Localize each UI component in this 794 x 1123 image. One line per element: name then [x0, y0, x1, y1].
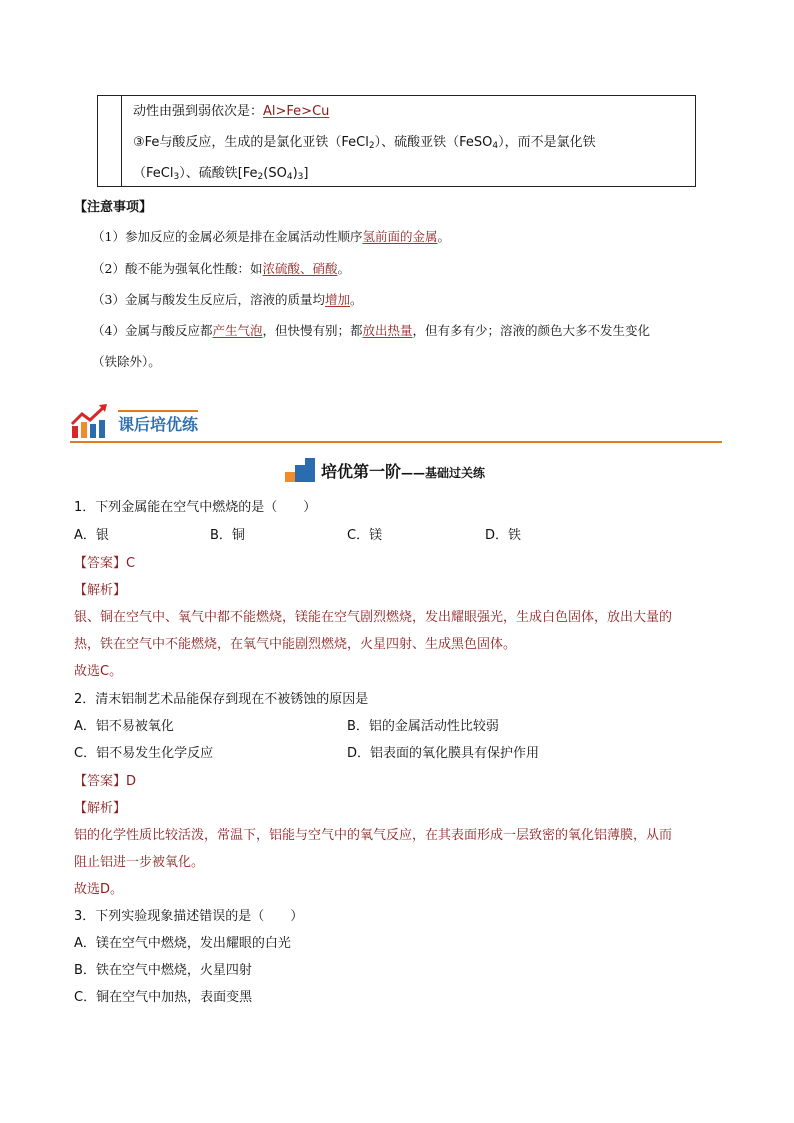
note-text: ，但有多有少；溶液的颜色大多不发生变化	[412, 323, 651, 338]
subscript: 2	[257, 172, 264, 182]
notes-heading: 【注意事项】	[74, 200, 153, 215]
note-4	[92, 322, 650, 340]
q2-analysis-line-1: 铝的化学性质比较活泼，常温下，铝能与空气中的氧气反应，在其表面形成一层致密的氧化铝薄膜，从而	[74, 828, 673, 843]
q2-option-d: D．铝表面的氧化膜具有保护作用	[347, 746, 540, 761]
note-4-continued: （铁除外）。	[92, 354, 161, 369]
table-line-2	[133, 134, 596, 152]
note-text: 。	[437, 229, 450, 244]
note-1	[92, 228, 450, 246]
chart-growth-icon	[70, 404, 108, 440]
table-text: ）、硫酸铁[Fe	[179, 166, 258, 181]
q2-option-a: A．铝不易被氧化	[74, 719, 174, 734]
q2-analysis-label: 【解析】	[74, 801, 127, 816]
stairs-icon	[285, 458, 317, 482]
question-2-stem: 2．清末铝制艺术品能保存到现在不被锈蚀的原因是	[74, 692, 369, 707]
question-3-stem: 3．下列实验现象描述错误的是（ ）	[74, 909, 304, 924]
title-overline	[118, 410, 198, 412]
subscript: 4	[492, 141, 499, 151]
note-answer: 放出热量	[362, 323, 413, 338]
q1-analysis-label: 【解析】	[74, 583, 127, 598]
section-title: 课后培优练	[118, 415, 199, 434]
q1-option-b: B．铜	[210, 528, 245, 543]
q1-answer: 【答案】C	[74, 556, 136, 571]
q1-option-c: C．镁	[347, 528, 383, 543]
q3-option-c: C．铜在空气中加热，表面变黑	[74, 990, 253, 1005]
subscript: 3	[297, 172, 304, 182]
q1-conclusion: 故选C。	[74, 664, 123, 679]
stage-main: 培优第一阶	[321, 462, 402, 481]
activity-order-answer: Al>Fe>Cu	[263, 104, 330, 119]
stage-heading	[321, 461, 485, 484]
table-text: )	[292, 166, 298, 181]
section-divider	[70, 441, 722, 443]
q2-option-c: C．铝不易发生化学反应	[74, 746, 214, 761]
table-text: 动性由强到弱依次是：	[133, 104, 264, 119]
question-1-stem: 1．下列金属能在空气中燃烧的是（ ）	[74, 500, 317, 515]
q3-option-b: B．铁在空气中燃烧，火星四射	[74, 963, 252, 978]
q2-option-b: B．铝的金属活动性比较弱	[347, 719, 499, 734]
q1-analysis-line-2: 热，铁在空气中不能燃烧，在氧气中能剧烈燃烧，火星四射、生成黑色固体。	[74, 637, 517, 652]
table-line-1	[133, 103, 329, 121]
note-answer: 浓硫酸、硝酸	[262, 261, 338, 276]
q2-conclusion: 故选D。	[74, 882, 124, 897]
stage-sub: ——基础过关练	[401, 466, 486, 480]
note-text: 。	[337, 261, 350, 276]
q2-answer: 【答案】D	[74, 774, 137, 789]
table-text: ）、硫酸亚铁（FeSO	[374, 135, 493, 150]
q1-option-d: D．铁	[485, 528, 522, 543]
table-column-divider	[121, 95, 122, 187]
note-text: 。	[349, 292, 363, 307]
note-answer: 增加	[324, 292, 350, 307]
q2-analysis-line-2: 阻止铝进一步被氧化。	[74, 855, 205, 870]
q3-option-a: A．镁在空气中燃烧，发出耀眼的白光	[74, 936, 291, 951]
table-text: （FeCl	[133, 166, 174, 181]
note-2	[92, 260, 350, 278]
note-text: （4）金属与酸反应都	[92, 323, 213, 338]
table-text: ③Fe与酸反应，生成的是氯化亚铁（FeCl	[133, 135, 369, 150]
note-text: （1）参加反应的金属必须是排在金属活动性顺序	[92, 229, 363, 244]
table-text: ]	[303, 166, 309, 181]
note-text: ，但快慢有别；都	[262, 323, 363, 338]
note-answer: 氢前面的金属	[362, 229, 438, 244]
subscript: 3	[173, 172, 180, 182]
note-text: （3）金属与酸发生反应后，溶液的质量均	[92, 292, 325, 307]
table-text: ），而不是氯化铁	[498, 135, 596, 150]
table-line-3	[133, 165, 308, 183]
subscript: 4	[286, 172, 293, 182]
note-answer: 产生气泡	[212, 323, 263, 338]
subscript: 2	[368, 141, 375, 151]
q1-option-a: A．银	[74, 528, 109, 543]
note-3	[92, 291, 363, 309]
note-text: （2）酸不能为强氧化性酸：如	[92, 261, 263, 276]
table-text: (SO	[263, 166, 287, 181]
q1-analysis-line-1: 银、铜在空气中、氧气中都不能燃烧，镁能在空气剧烈燃烧，发出耀眼强光，生成白色固体，放出大量的	[74, 610, 673, 625]
